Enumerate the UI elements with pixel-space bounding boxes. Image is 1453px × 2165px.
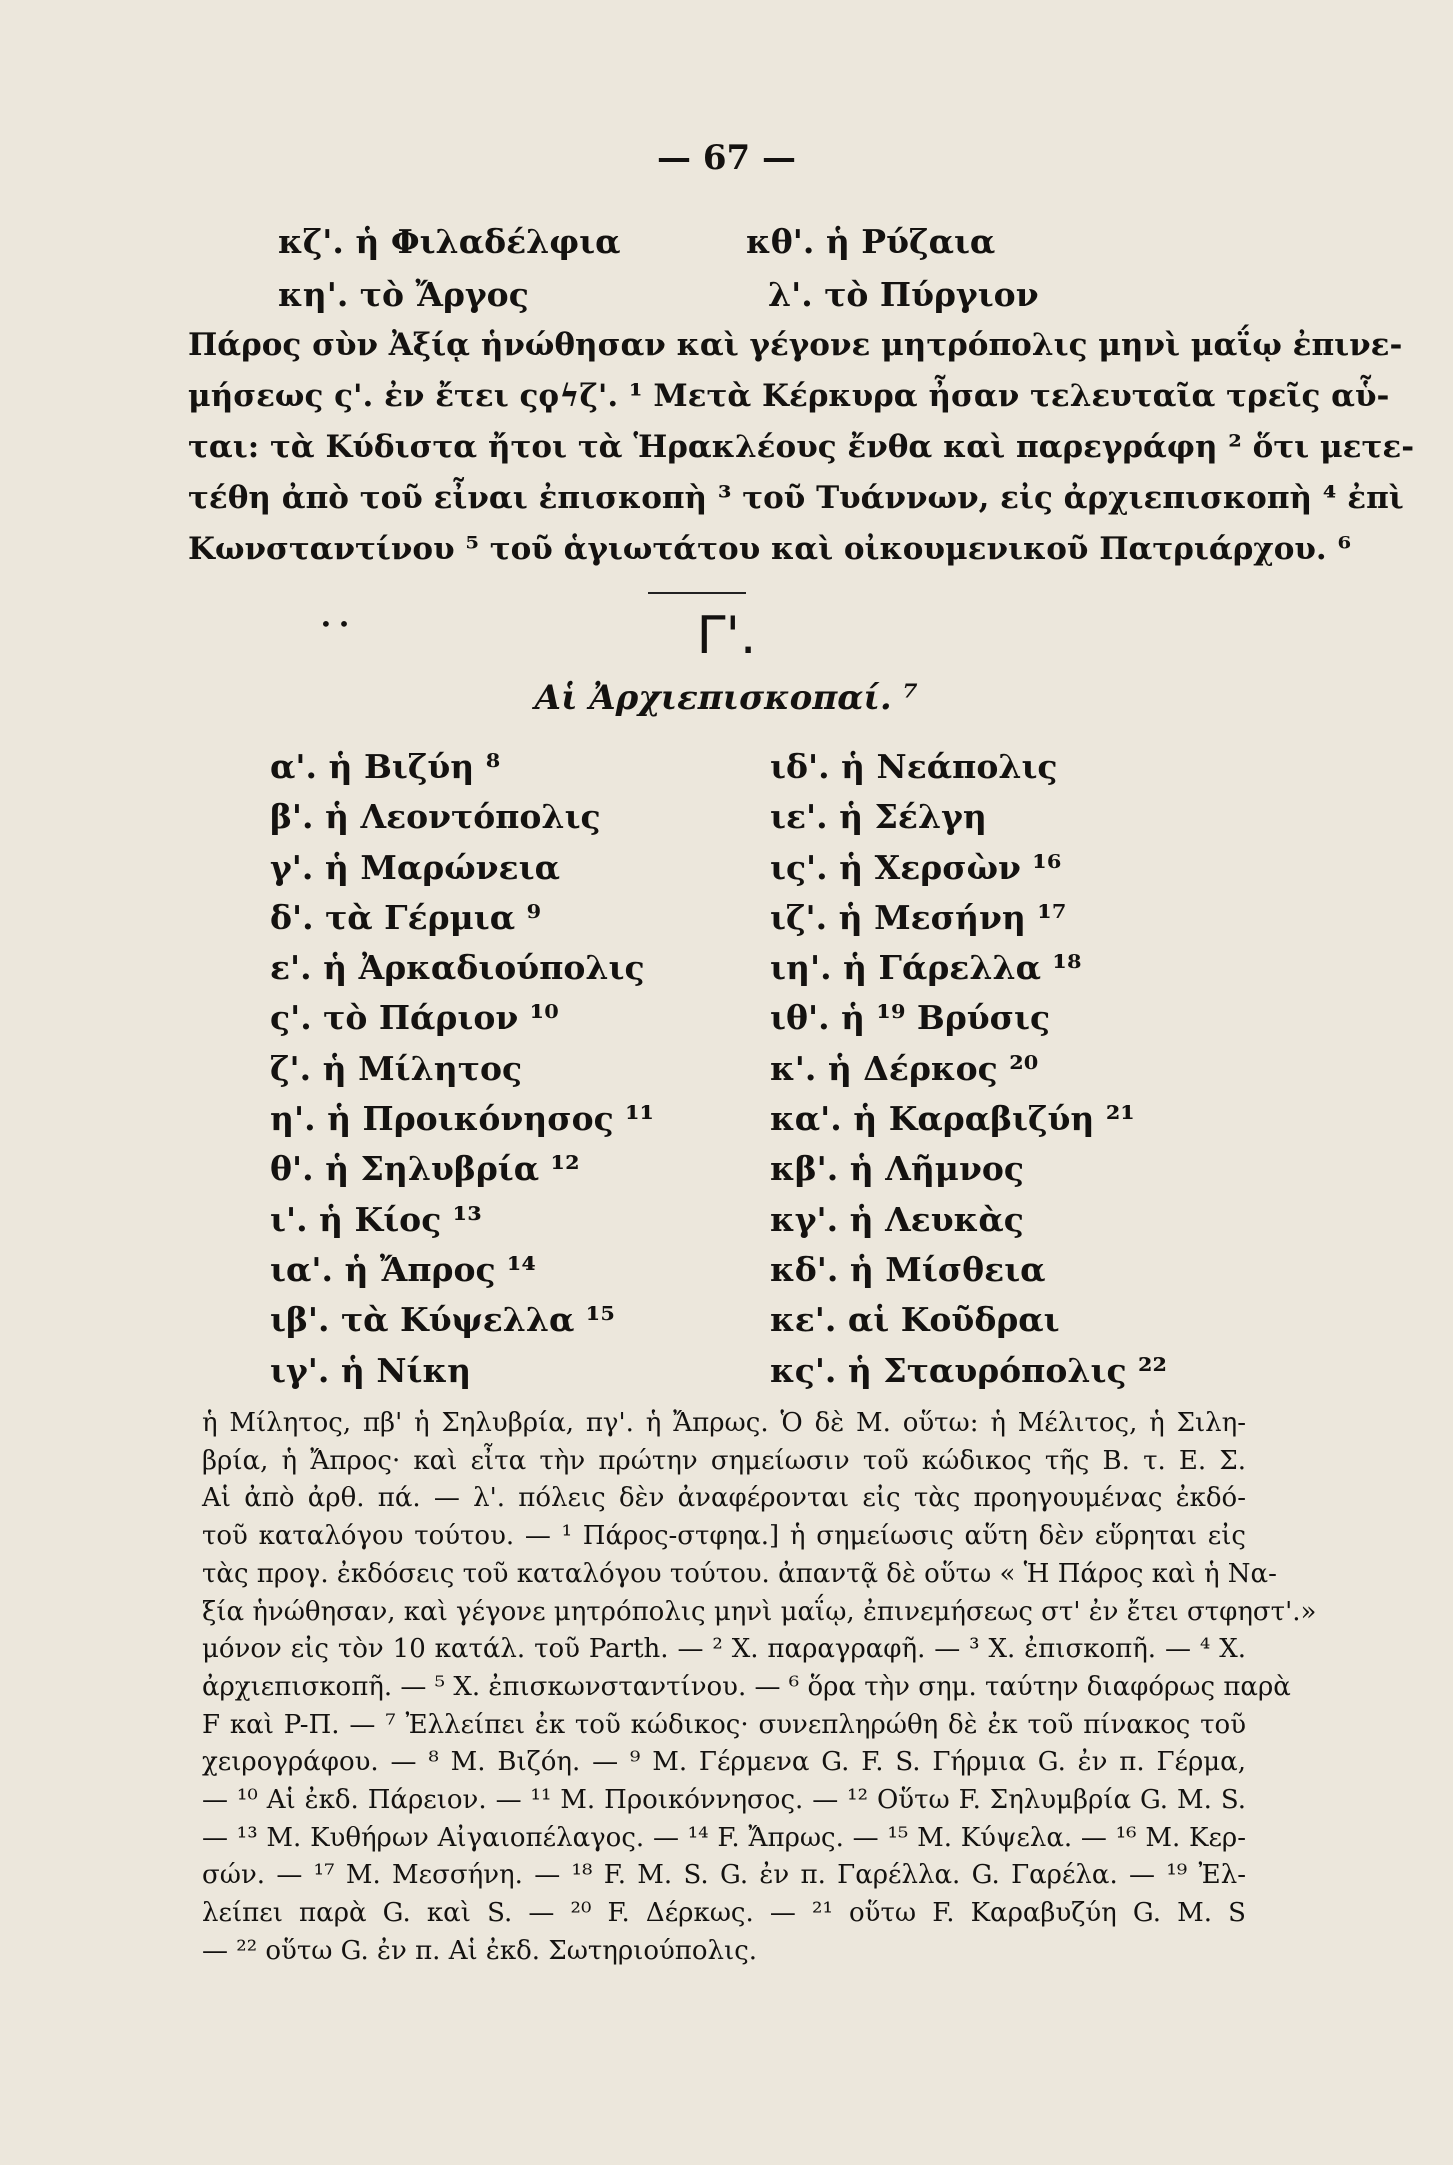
- body-paragraph: [188, 320, 1415, 575]
- page-number: — 67 —: [657, 138, 796, 178]
- footnote-line: ἡ Μίλητος, πβ' ἡ Σηλυβρία, πγ'. ἡ Ἄπρως. Ὁ δὲ Μ. οὕτω: ἡ Μέλιτος, ἡ Σιλη-: [202, 1408, 1246, 1438]
- paragraph-line: τέθη ἀπὸ τοῦ εἶναι ἐπισκοπὴ ³ τοῦ Τυάννων, εἰς ἀρχιεπισκοπὴ ⁴ ἐπὶ: [188, 480, 1404, 516]
- paragraph-line: Κωνσταντίνου ⁵ τοῦ ἁγιωτάτου καὶ οἰκουμενικοῦ Πατριάρχου. ⁶: [188, 531, 1352, 567]
- list-item: ις'. ἡ Χερσὼν ¹⁶: [770, 847, 1062, 887]
- paragraph-line: ται: τὰ Κύδιστα ἤτοι τὰ Ἡρακλέους ἔνθα καὶ παρεγράφη ² ὅτι μετε-: [188, 429, 1415, 465]
- section-title: Αἱ Ἀρχιεπισκοπαί. ⁷: [534, 678, 919, 718]
- list-item: ιγ'. ἡ Νίκη: [270, 1350, 472, 1390]
- list-item: ι'. ἡ Κίος ¹³: [270, 1199, 482, 1239]
- list-item: ια'. ἡ Ἄπρος ¹⁴: [270, 1249, 536, 1289]
- footnote-line: ἀρχιεπισκοπῆ. — ⁵ Χ. ἐπισκωνσταντίνου. — ⁶ ὅρα τὴν σημ. ταύτην διαφόρως παρὰ: [202, 1671, 1291, 1702]
- list-item: κγ'. ἡ Λευκὰς: [770, 1199, 1024, 1239]
- footnote-line: — ¹⁰ Αἱ ἐκδ. Πάρειον. — ¹¹ Μ. Προικόννησος. — ¹² Οὕτω F. Σηλυμβρία G. M. S.: [202, 1785, 1246, 1816]
- list-item: α'. ἡ Βιζύη ⁸: [270, 747, 501, 786]
- footnote-line: τοῦ καταλόγου τούτου. — ¹ Πάρος-στφηα.] ἡ σημείωσις αὕτη δὲν εὕρηται εἰς: [202, 1521, 1246, 1552]
- list-item: β'. ἡ Λεοντόπολις: [270, 797, 601, 837]
- list-item: ιθ'. ἡ ¹⁹ Βρύσις: [770, 998, 1051, 1038]
- list-item-kh: κη'. τὸ Ἄργος: [278, 275, 529, 314]
- archbishoprics-left-column: [270, 742, 654, 1396]
- footnote-line: σών. — ¹⁷ Μ. Μεσσήνη. — ¹⁸ F. M. S. G. ἐν π. Γαρέλλα. G. Γαρέλα. — ¹⁹ Ἐλ-: [202, 1860, 1246, 1891]
- list-item: δ'. τὰ Γέρμια ⁹: [270, 897, 542, 937]
- list-item: ιη'. ἡ Γάρελλα ¹⁸: [770, 948, 1082, 988]
- list-item: κβ'. ἡ Λῆμνος: [770, 1149, 1024, 1189]
- footnote-line: τὰς προγ. ἐκδόσεις τοῦ καταλόγου τούτου. ἀπαντᾷ δὲ οὕτω « Ἡ Πάρος καὶ ἡ Να-: [202, 1558, 1277, 1589]
- list-item: γ'. ἡ Μαρώνεια: [270, 847, 560, 887]
- list-item-kth: κθ'. ἡ Ρύζαια: [746, 222, 996, 261]
- list-item: θ'. ἡ Σηλυβρία ¹²: [270, 1149, 580, 1189]
- list-item: η'. ἡ Προικόνησος ¹¹: [270, 1099, 655, 1139]
- section-divider: [648, 592, 746, 594]
- ink-specks: • •: [320, 612, 350, 636]
- list-item: κδ'. ἡ Μίσθεια: [770, 1249, 1046, 1289]
- footnotes: [202, 1405, 1317, 1971]
- footnote-line: — ²² οὕτω G. ἐν π. Αἱ ἐκδ. Σωτηριούπολις.: [202, 1935, 758, 1966]
- section-numeral: Γ'.: [696, 606, 757, 666]
- footnote-line: μόνον εἰς τὸν 10 κατάλ. τοῦ Parth. — ² Χ. παραγραφῆ. — ³ Χ. ἐπισκοπῆ. — ⁴ Χ.: [202, 1634, 1246, 1665]
- footnote-line: βρία, ἡ Ἄπρος· καὶ εἶτα τὴν πρώτην σημείωσιν τοῦ κώδικος τῆς Β. τ. Ε. Σ.: [202, 1445, 1246, 1476]
- list-item: ιζ'. ἡ Μεσήνη ¹⁷: [770, 897, 1067, 937]
- list-item: ιε'. ἡ Σέλγη: [770, 797, 987, 837]
- list-item: ιδ'. ἡ Νεάπολις: [770, 747, 1058, 786]
- list-item-l: λ'. τὸ Πύργιον: [768, 275, 1039, 314]
- footnote-line: — ¹³ Μ. Κυθήρων Αἰγαιοπέλαγος. — ¹⁴ F. Ἄπρως. — ¹⁵ Μ. Κύψελα. — ¹⁶ Μ. Κερ-: [202, 1822, 1246, 1853]
- list-item-kz: κζ'. ἡ Φιλαδέλφια: [278, 222, 621, 261]
- list-item: κε'. αἱ Κοῦδραι: [770, 1300, 1060, 1340]
- footnote-line: ξία ἡνώθησαν, καὶ γέγονε μητρόπολις μηνὶ μαΐῳ, ἐπινεμήσεως στ' ἐν ἔτει στφηστ'.»: [202, 1596, 1317, 1627]
- list-item: κς'. ἡ Σταυρόπολις ²²: [770, 1350, 1167, 1390]
- footnote-line: λείπει παρὰ G. καὶ S. — ²⁰ F. Δέρκως. — ²¹ οὕτω F. Καραβυζύη G. M. S: [202, 1898, 1246, 1929]
- list-item: κ'. ἡ Δέρκος ²⁰: [770, 1048, 1039, 1088]
- paragraph-line: Πάρος σὺν Ἀξίᾳ ἡνώθησαν καὶ γέγονε μητρόπολις μηνὶ μαΐῳ ἐπινε-: [188, 327, 1403, 363]
- archbishoprics-right-column: [770, 742, 1167, 1396]
- list-item: ζ'. ἡ Μίλητος: [270, 1048, 523, 1088]
- footnote-line: F καὶ P-Π. — ⁷ Ἐλλείπει ἐκ τοῦ κώδικος· συνεπληρώθη δὲ ἐκ τοῦ πίνακος τοῦ: [202, 1709, 1246, 1740]
- list-item: ς'. τὸ Πάριον ¹⁰: [270, 998, 559, 1038]
- footnote-line: χειρογράφου. — ⁸ Μ. Βιζόη. — ⁹ Μ. Γέρμενα G. F. S. Γήρμια G. ἐν π. Γέρμα,: [202, 1747, 1246, 1778]
- paragraph-line: μήσεως ς'. ἐν ἔτει ςϙϟζ'. ¹ Μετὰ Κέρκυρα ἦσαν τελευταῖα τρεῖς αὗ-: [188, 378, 1390, 414]
- list-item: ε'. ἡ Ἀρκαδιούπολις: [270, 948, 645, 988]
- list-item: ιβ'. τὰ Κύψελλα ¹⁵: [270, 1300, 615, 1340]
- footnote-line: Αἱ ἀπὸ ἀρθ. πά. — λ'. πόλεις δὲν ἀναφέρονται εἰς τὰς προηγουμένας ἐκδό-: [202, 1483, 1246, 1514]
- list-item: κα'. ἡ Καραβιζύη ²¹: [770, 1099, 1135, 1139]
